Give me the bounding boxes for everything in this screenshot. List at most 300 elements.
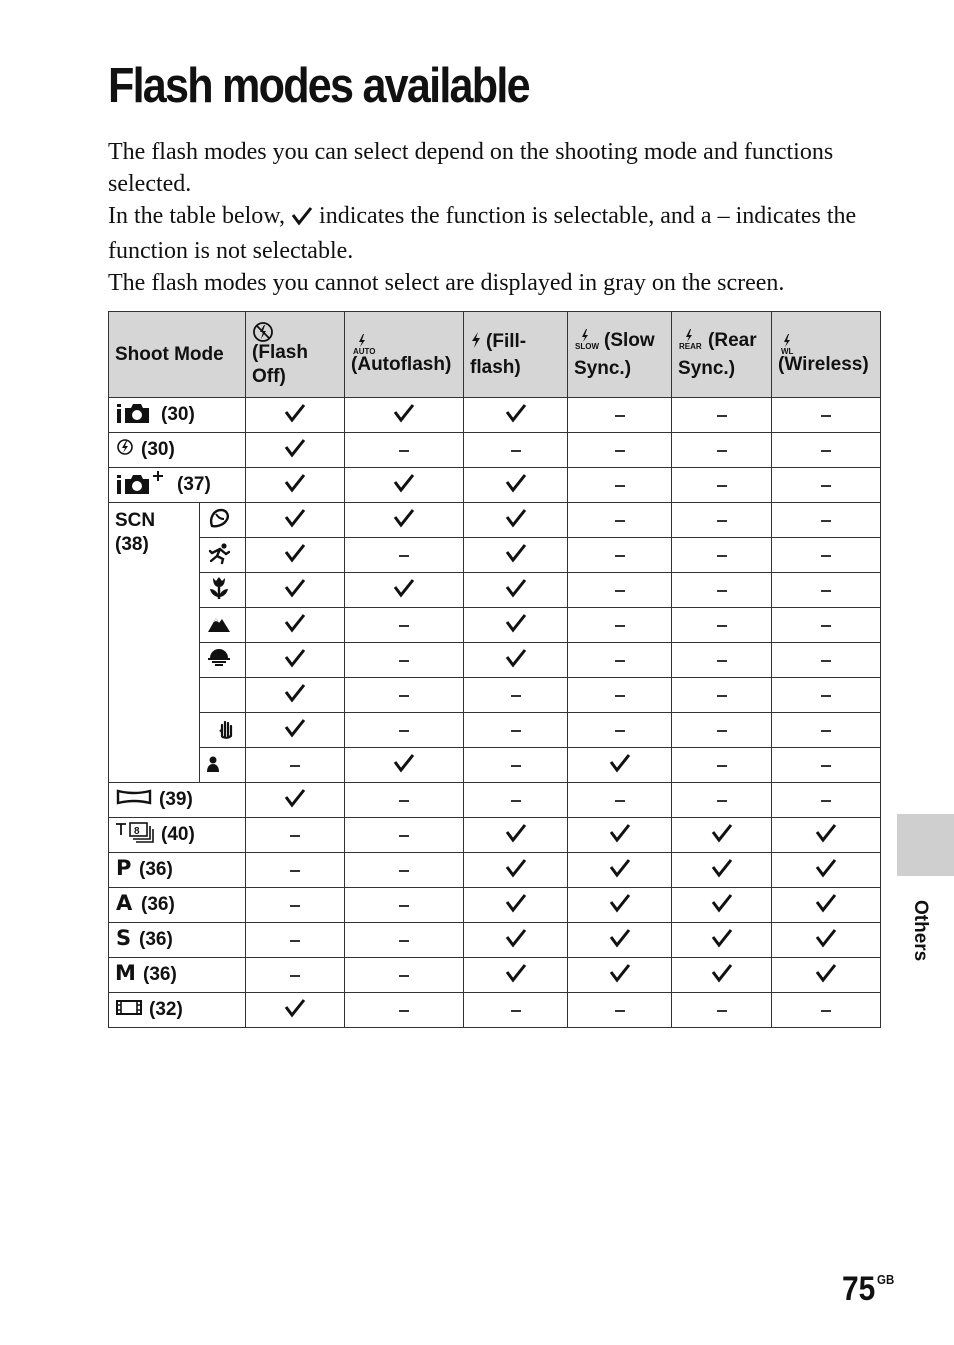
dash-icon <box>717 485 727 487</box>
svg-text:M: M <box>115 961 136 983</box>
dash-icon <box>615 695 625 697</box>
dash-cell <box>672 468 772 503</box>
checkmark-cell <box>246 433 345 468</box>
checkmark-icon <box>505 858 527 883</box>
dash-icon <box>615 450 625 452</box>
table-row <box>109 853 881 888</box>
intro-text-part: indicates the function is selectable, and a – indicates the function is not selectable. <box>108 203 857 264</box>
p-mode-icon <box>115 856 133 884</box>
flash-auto-icon <box>351 333 461 353</box>
dash-cell <box>672 678 772 713</box>
checkmark-icon <box>505 473 527 498</box>
flash-modes-table <box>108 311 881 1028</box>
dash-cell <box>345 958 464 993</box>
dash-cell <box>672 608 772 643</box>
dash-icon <box>717 555 727 557</box>
intro-paragraph: The flash modes you can select depend on the shooting mode and functions selected. <box>108 139 834 197</box>
checkmark-cell <box>464 398 568 433</box>
checkmark-icon <box>291 203 313 235</box>
checkmark-icon <box>284 648 306 673</box>
dash-icon <box>399 975 409 977</box>
dash-cell <box>772 993 881 1028</box>
checkmark-icon <box>284 613 306 638</box>
checkmark-icon <box>393 508 415 533</box>
checkmark-icon <box>284 473 306 498</box>
sports-icon <box>206 541 232 570</box>
checkmark-icon <box>284 578 306 603</box>
section-label: Others <box>910 900 931 962</box>
dash-cell <box>568 503 672 538</box>
scene-mode-cell <box>200 713 246 748</box>
shoot-mode-cell <box>109 398 246 433</box>
dash-icon <box>615 800 625 802</box>
dash-cell <box>568 608 672 643</box>
dash-cell <box>345 783 464 818</box>
dash-icon <box>399 835 409 837</box>
checkmark-icon <box>284 788 306 813</box>
checkmark-icon <box>711 963 733 988</box>
superior-auto-icon <box>115 437 135 463</box>
checkmark-icon <box>815 823 837 848</box>
dash-cell <box>345 608 464 643</box>
header-slow-sync <box>568 312 672 398</box>
table-row <box>109 398 881 433</box>
dash-cell <box>772 433 881 468</box>
shoot-mode-cell <box>109 783 246 818</box>
checkmark-cell <box>345 573 464 608</box>
svg-text:SLOW: SLOW <box>575 342 600 350</box>
svg-text:WL: WL <box>781 346 794 355</box>
dash-cell <box>464 713 568 748</box>
dash-cell <box>568 713 672 748</box>
table-row <box>109 538 881 573</box>
dash-icon <box>399 940 409 942</box>
flash-rear-icon <box>678 328 704 357</box>
header-label: Shoot Mode <box>115 343 224 365</box>
checkmark-icon <box>505 403 527 428</box>
night-scene-icon <box>206 680 230 711</box>
checkmark-icon <box>284 508 306 533</box>
scene-mode-cell <box>200 748 246 783</box>
dash-cell <box>345 643 464 678</box>
dash-icon <box>615 730 625 732</box>
dash-cell <box>568 783 672 818</box>
dash-cell <box>568 643 672 678</box>
dash-icon <box>290 905 300 907</box>
dash-icon <box>615 485 625 487</box>
dash-cell <box>568 993 672 1028</box>
flash-off-icon <box>252 321 342 341</box>
checkmark-cell <box>568 853 672 888</box>
portrait-icon <box>206 506 232 535</box>
table-row <box>109 573 881 608</box>
intelligent-auto-plus-icon <box>115 469 171 501</box>
svg-text:P: P <box>116 856 132 878</box>
shoot-mode-cell <box>109 818 246 853</box>
table-row <box>109 818 881 853</box>
header-autoflash <box>345 312 464 398</box>
dash-icon <box>821 765 831 767</box>
shoot-mode-cell <box>109 853 246 888</box>
dash-cell <box>772 608 881 643</box>
dash-icon <box>511 695 521 697</box>
dash-icon <box>399 870 409 872</box>
dash-icon <box>290 870 300 872</box>
checkmark-cell <box>246 643 345 678</box>
dash-icon <box>717 415 727 417</box>
header-flash-off <box>246 312 345 398</box>
checkmark-cell <box>464 573 568 608</box>
dash-icon <box>717 1010 727 1012</box>
dash-cell <box>246 853 345 888</box>
dash-cell <box>672 398 772 433</box>
checkmark-cell <box>246 503 345 538</box>
checkmark-icon <box>284 438 306 463</box>
dash-cell <box>568 573 672 608</box>
page-number-value: 75 <box>842 1270 876 1308</box>
checkmark-icon <box>711 823 733 848</box>
shoot-mode-cell <box>109 888 246 923</box>
dash-icon <box>717 590 727 592</box>
checkmark-cell <box>772 888 881 923</box>
checkmark-icon <box>505 893 527 918</box>
page-ref: (30) <box>141 439 175 460</box>
checkmark-cell <box>464 923 568 958</box>
checkmark-icon <box>284 718 306 743</box>
dash-icon <box>399 450 409 452</box>
checkmark-cell <box>772 853 881 888</box>
checkmark-cell <box>464 608 568 643</box>
checkmark-cell <box>672 853 772 888</box>
dash-icon <box>511 765 521 767</box>
svg-text:AUTO: AUTO <box>353 346 376 355</box>
dash-cell <box>568 538 672 573</box>
flash-slow-icon <box>574 328 600 357</box>
dash-icon <box>717 800 727 802</box>
table-row <box>109 993 881 1028</box>
page-ref: (36) <box>139 929 173 950</box>
page-number-suffix: GB <box>877 1272 895 1287</box>
checkmark-icon <box>609 928 631 953</box>
dash-cell <box>246 818 345 853</box>
dash-cell <box>672 573 772 608</box>
dash-cell <box>345 433 464 468</box>
checkmark-icon <box>711 893 733 918</box>
scn-page-ref: (38) <box>115 534 149 555</box>
header-wireless <box>772 312 881 398</box>
landscape-icon <box>206 612 232 639</box>
table-row <box>109 958 881 993</box>
dash-cell <box>772 678 881 713</box>
dash-icon <box>615 660 625 662</box>
dash-cell <box>464 678 568 713</box>
scene-mode-cell <box>200 678 246 713</box>
table-row <box>109 468 881 503</box>
dash-icon <box>290 940 300 942</box>
checkmark-icon <box>505 508 527 533</box>
scene-mode-cell <box>200 503 246 538</box>
checkmark-icon <box>815 963 837 988</box>
page-ref: (39) <box>159 789 193 810</box>
checkmark-icon <box>505 823 527 848</box>
checkmark-icon <box>609 893 631 918</box>
table-row <box>109 433 881 468</box>
sunset-icon <box>206 647 232 674</box>
checkmark-cell <box>464 818 568 853</box>
dash-icon <box>615 520 625 522</box>
table-row <box>109 503 881 538</box>
checkmark-cell <box>772 923 881 958</box>
page-title: Flash modes available <box>108 59 529 113</box>
header-label: (Autoflash) <box>351 353 452 375</box>
dash-icon <box>615 590 625 592</box>
dash-icon <box>615 625 625 627</box>
checkmark-cell <box>246 713 345 748</box>
checkmark-cell <box>246 468 345 503</box>
checkmark-cell <box>772 818 881 853</box>
s-mode-icon <box>115 926 133 954</box>
page-ref: (32) <box>149 999 183 1020</box>
checkmark-cell <box>568 818 672 853</box>
checkmark-icon <box>393 753 415 778</box>
page-number <box>842 1270 894 1309</box>
checkmark-icon <box>393 403 415 428</box>
flash-icon <box>470 331 482 356</box>
checkmark-cell <box>246 573 345 608</box>
checkmark-icon <box>284 543 306 568</box>
shoot-mode-cell <box>109 923 246 958</box>
dash-cell <box>772 503 881 538</box>
svg-text:8: 8 <box>134 826 140 837</box>
checkmark-icon <box>505 578 527 603</box>
header-label: (Wireless) <box>778 353 869 375</box>
shoot-mode-cell <box>109 433 246 468</box>
checkmark-cell <box>464 643 568 678</box>
dash-cell <box>246 888 345 923</box>
dash-cell <box>772 398 881 433</box>
checkmark-icon <box>505 648 527 673</box>
checkmark-icon <box>815 893 837 918</box>
checkmark-icon <box>711 928 733 953</box>
dash-cell <box>246 958 345 993</box>
checkmark-cell <box>568 923 672 958</box>
dash-cell <box>568 678 672 713</box>
dash-icon <box>717 765 727 767</box>
table-row <box>109 888 881 923</box>
checkmark-icon <box>711 858 733 883</box>
shoot-mode-cell <box>109 468 246 503</box>
header-label: (Rear Sync.) <box>678 330 757 379</box>
checkmark-icon <box>505 613 527 638</box>
dash-icon <box>717 625 727 627</box>
dash-icon <box>821 485 831 487</box>
section-tab <box>897 814 954 876</box>
checkmark-icon <box>609 823 631 848</box>
table-row <box>109 643 881 678</box>
intro-text-part: In the table below, <box>108 203 292 229</box>
page-ref: (40) <box>161 824 195 845</box>
checkmark-cell <box>464 503 568 538</box>
dash-icon <box>290 975 300 977</box>
dash-icon <box>821 660 831 662</box>
shoot-mode-cell <box>109 958 246 993</box>
page-ref: (30) <box>161 404 195 425</box>
svg-text:S: S <box>116 926 132 948</box>
shoot-mode-cell <box>109 993 246 1028</box>
header-rear-sync <box>672 312 772 398</box>
dash-icon <box>399 555 409 557</box>
checkmark-cell <box>772 958 881 993</box>
page-ref: (37) <box>177 474 211 495</box>
dash-cell <box>345 678 464 713</box>
page-ref: (36) <box>141 894 175 915</box>
dash-icon <box>615 555 625 557</box>
dash-icon <box>821 415 831 417</box>
checkmark-cell <box>568 888 672 923</box>
checkmark-cell <box>246 678 345 713</box>
dash-icon <box>821 800 831 802</box>
dash-cell <box>345 713 464 748</box>
dash-icon <box>615 1010 625 1012</box>
page-ref: (36) <box>143 964 177 985</box>
svg-text:REAR: REAR <box>679 342 702 350</box>
dash-icon <box>511 450 521 452</box>
checkmark-icon <box>505 963 527 988</box>
dash-cell <box>464 748 568 783</box>
dash-cell <box>772 643 881 678</box>
dash-icon <box>399 660 409 662</box>
dash-icon <box>717 730 727 732</box>
table-header-row <box>109 312 881 398</box>
header-shoot-mode <box>109 312 246 398</box>
dash-cell <box>672 713 772 748</box>
dash-icon <box>821 695 831 697</box>
dash-cell <box>345 818 464 853</box>
checkmark-cell <box>672 888 772 923</box>
dash-icon <box>717 520 727 522</box>
dash-icon <box>717 695 727 697</box>
dash-icon <box>821 555 831 557</box>
checkmark-icon <box>393 578 415 603</box>
checkmark-cell <box>345 468 464 503</box>
dash-cell <box>568 398 672 433</box>
checkmark-cell <box>464 958 568 993</box>
dash-icon <box>290 765 300 767</box>
checkmark-cell <box>568 958 672 993</box>
intelligent-auto-icon <box>115 400 155 430</box>
sweep-panorama-icon <box>115 787 153 813</box>
checkmark-cell <box>345 398 464 433</box>
checkmark-icon <box>815 858 837 883</box>
scene-mode-cell <box>200 643 246 678</box>
table-row <box>109 713 881 748</box>
checkmark-icon <box>284 403 306 428</box>
checkmark-cell <box>246 398 345 433</box>
dash-cell <box>772 468 881 503</box>
page-ref: (36) <box>139 859 173 880</box>
checkmark-icon <box>815 928 837 953</box>
dash-cell <box>772 538 881 573</box>
scene-mode-cell <box>200 573 246 608</box>
svg-text:A: A <box>116 891 133 913</box>
checkmark-cell <box>464 468 568 503</box>
header-label: (Flash Off) <box>252 341 308 387</box>
header-label: (Fill-flash) <box>470 330 527 378</box>
intro-text <box>108 136 888 299</box>
dash-cell <box>672 538 772 573</box>
checkmark-icon <box>284 683 306 708</box>
dash-cell <box>464 783 568 818</box>
macro-icon <box>206 575 232 606</box>
dash-icon <box>717 660 727 662</box>
dash-cell <box>672 993 772 1028</box>
dash-cell <box>772 783 881 818</box>
handheld-twilight-icon <box>206 716 234 745</box>
checkmark-icon <box>284 998 306 1023</box>
dash-icon <box>821 520 831 522</box>
dash-cell <box>672 503 772 538</box>
checkmark-cell <box>246 538 345 573</box>
dash-cell <box>672 783 772 818</box>
dash-icon <box>511 1010 521 1012</box>
scn-label: SCN <box>115 510 156 531</box>
dash-icon <box>821 730 831 732</box>
dash-cell <box>772 748 881 783</box>
dash-cell <box>772 713 881 748</box>
checkmark-cell <box>464 853 568 888</box>
checkmark-cell <box>246 783 345 818</box>
night-portrait-icon <box>206 751 234 780</box>
table-row <box>109 783 881 818</box>
m-mode-icon <box>115 961 137 989</box>
scene-mode-cell <box>200 608 246 643</box>
dash-cell <box>772 573 881 608</box>
dash-icon <box>399 800 409 802</box>
checkmark-icon <box>609 963 631 988</box>
checkmark-cell <box>246 608 345 643</box>
dash-icon <box>821 450 831 452</box>
checkmark-cell <box>246 993 345 1028</box>
dash-icon <box>821 1010 831 1012</box>
dash-cell <box>568 433 672 468</box>
table-row <box>109 678 881 713</box>
movie-icon <box>115 996 143 1024</box>
dash-icon <box>399 905 409 907</box>
dash-icon <box>290 835 300 837</box>
dash-cell <box>246 923 345 958</box>
checkmark-cell <box>464 888 568 923</box>
dash-cell <box>345 923 464 958</box>
checkmark-cell <box>345 748 464 783</box>
checkmark-icon <box>393 473 415 498</box>
table-row <box>109 748 881 783</box>
checkmark-cell <box>345 503 464 538</box>
header-fill-flash <box>464 312 568 398</box>
dash-icon <box>511 800 521 802</box>
dash-cell <box>672 643 772 678</box>
dash-cell <box>672 748 772 783</box>
dash-icon <box>821 625 831 627</box>
table-row <box>109 608 881 643</box>
checkmark-cell <box>672 923 772 958</box>
checkmark-icon <box>609 858 631 883</box>
scn-mode-cell <box>109 503 200 783</box>
dash-icon <box>399 695 409 697</box>
dash-cell <box>464 993 568 1028</box>
checkmark-icon <box>609 753 631 778</box>
dash-icon <box>511 730 521 732</box>
dash-icon <box>821 590 831 592</box>
